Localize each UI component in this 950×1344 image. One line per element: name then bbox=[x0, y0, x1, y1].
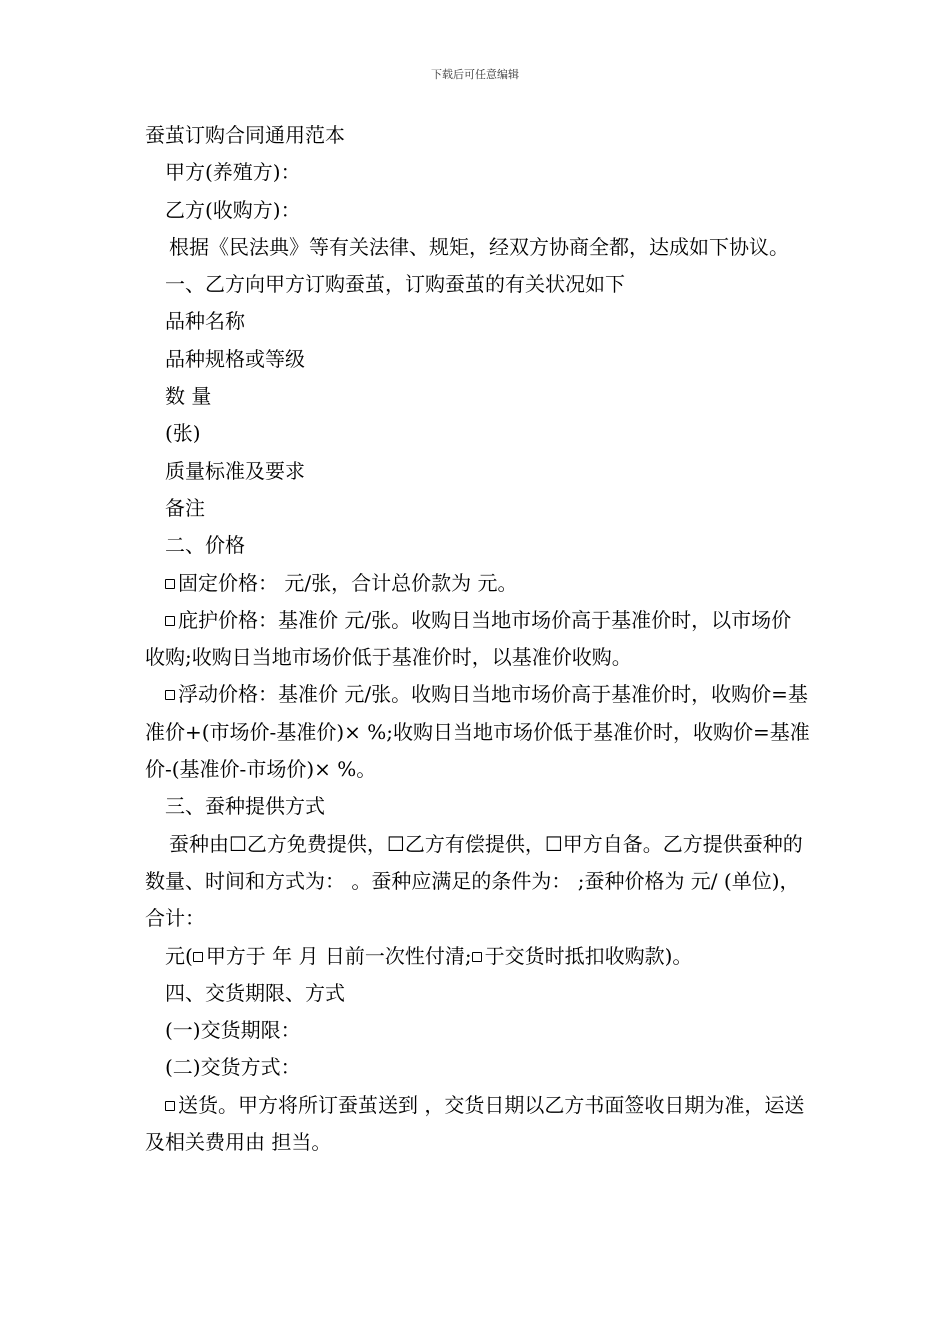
item-remark: 备注 bbox=[165, 495, 205, 520]
item-unit: (张) bbox=[165, 421, 201, 446]
delivery-deadline: (一)交货期限： bbox=[165, 1018, 301, 1043]
document-body bbox=[145, 117, 810, 1161]
section-2-title: 二、价格 bbox=[165, 533, 245, 558]
delivery-option-text: 送货。甲方将所订蚕茧送到 ，交货日期以乙方书面签收日期为准，运送及相关费用由 担当。 bbox=[145, 1092, 805, 1155]
checkbox-icon[interactable] bbox=[165, 616, 175, 626]
payment-option-a: 甲方于 年 月 日前一次性付清; bbox=[205, 943, 472, 968]
checkbox-icon[interactable] bbox=[165, 579, 175, 589]
intro-paragraph: 根据《民法典》等有关法律、规矩，经双方协商全都，达成如下协议。 bbox=[169, 234, 789, 259]
item-quality: 质量标准及要求 bbox=[165, 458, 305, 483]
payment-prefix: 元( bbox=[165, 943, 193, 968]
price-protect bbox=[145, 602, 810, 677]
price-fixed bbox=[145, 565, 810, 602]
item-variety-spec: 品种规格或等级 bbox=[165, 346, 305, 371]
section-4-title: 四、交货期限、方式 bbox=[165, 980, 345, 1005]
price-float bbox=[145, 676, 810, 788]
price-protect-text: 庇护价格：基准价 元/张。收购日当地市场价高于基准价时，以市场价收购;收购日当地市场价低于基准价时，以基准价收购。 bbox=[145, 607, 792, 670]
payment-option-b: 于交货时抵扣收购款)。 bbox=[484, 943, 693, 968]
silkworm-payment-line bbox=[145, 938, 810, 975]
checkbox-icon[interactable] bbox=[165, 690, 175, 700]
checkbox-icon[interactable] bbox=[165, 1101, 175, 1111]
document-title: 蚕茧订购合同通用范本 bbox=[145, 123, 345, 147]
item-quantity: 数 量 bbox=[165, 384, 212, 409]
price-fixed-text: 固定价格： 元/张，合计总价款为 元。 bbox=[178, 570, 518, 595]
checkbox-icon[interactable] bbox=[193, 952, 203, 962]
delivery-option bbox=[145, 1087, 810, 1162]
price-float-text: 浮动价格：基准价 元/张。收购日当地市场价高于基准价时，收购价=基准价+(市场价-基准价)× %;收购日当地市场价低于基准价时，收购价=基准价-(基准价-市场价)× %。 bbox=[145, 682, 810, 782]
party-b-line: 乙方(收购方)： bbox=[165, 197, 301, 222]
item-variety-name: 品种名称 bbox=[165, 309, 245, 334]
section-3-title: 三、蚕种提供方式 bbox=[165, 794, 325, 819]
delivery-method: (二)交货方式： bbox=[165, 1055, 301, 1080]
party-a-line: 甲方(养殖方)： bbox=[165, 160, 301, 185]
checkbox-icon[interactable] bbox=[472, 952, 482, 962]
section-1-title: 一、乙方向甲方订购蚕茧，订购蚕茧的有关状况如下 bbox=[165, 272, 625, 297]
silkworm-supply-paragraph: 蚕种由☐乙方免费提供，☐乙方有偿提供，☐甲方自备。乙方提供蚕种的数量、时间和方式为： 。蚕种应满足的条件为： ;蚕种价格为 元/ (单位)，合计： bbox=[145, 831, 803, 931]
page-header: 下载后可任意编辑 bbox=[431, 68, 519, 81]
